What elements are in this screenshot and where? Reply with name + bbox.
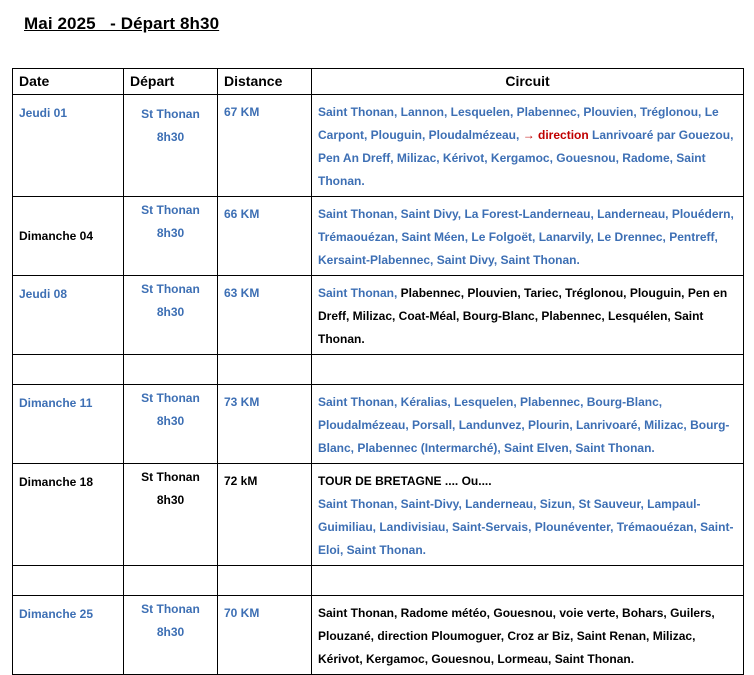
depart-place: St Thonan — [141, 282, 200, 296]
table-row — [13, 596, 744, 675]
header-row — [13, 69, 744, 95]
circuit-text-cont: Lanrivoaré par Gouezou, Pen An Dreff, Milizac, Kérivot, Kergamoc, Gouesnou, Radome, Saint Thonan. — [318, 128, 734, 188]
depart-cell — [124, 385, 218, 464]
distance-cell: 63 KM — [218, 276, 312, 355]
empty-cell — [218, 355, 312, 385]
depart-place: St Thonan — [141, 391, 200, 405]
header-date: Date — [13, 69, 124, 95]
schedule-table — [12, 68, 744, 675]
distance-cell: 67 KM — [218, 95, 312, 197]
table-row — [13, 464, 744, 566]
circuit-cell: Saint Thonan, Radome météo, Gouesnou, voie verte, Bohars, Guilers, Plouzané, direction Ploumoguer, Croz ar Biz, Saint Renan, Milizac, Kérivot, Kergamoc, Gouesnou, Lormeau, Saint Thonan. — [312, 596, 744, 675]
depart-time: 8h30 — [156, 493, 185, 507]
header-circuit: Circuit — [312, 69, 744, 95]
circuit-text: Saint Thonan, Lannon, Lesquelen, Plabennec, Plouvien, Tréglonou, Le Carpont, Plouguin, Ploudalmézeau, — [318, 105, 719, 142]
empty-cell — [312, 566, 744, 596]
date-cell: Jeudi 08 — [13, 276, 124, 355]
depart-cell — [124, 276, 218, 355]
table-row — [13, 276, 744, 355]
date-cell: Jeudi 01 — [13, 95, 124, 197]
circuit-text: Saint Thonan, — [318, 286, 398, 300]
circuit-cell: Saint Thonan, Saint Divy, La Forest-Landerneau, Landerneau, Plouédern, Trémaouézan, Saint Méen, Le Folgoët, Lanarvily, Le Drennec, Pentreff, Kersaint-Plabennec, Saint Divy, Saint Thonan. — [312, 197, 744, 276]
table-row — [13, 385, 744, 464]
table-row — [13, 197, 744, 276]
page-title: Mai 2025 - Départ 8h30 — [24, 14, 220, 33]
table-row — [13, 95, 744, 197]
empty-row — [13, 566, 744, 596]
depart-place: St Thonan — [141, 203, 200, 217]
empty-cell — [218, 566, 312, 596]
empty-cell — [124, 566, 218, 596]
empty-cell — [312, 355, 744, 385]
distance-cell: 66 KM — [218, 197, 312, 276]
empty-cell — [13, 566, 124, 596]
depart-cell — [124, 596, 218, 675]
direction-arrow-text: → direction — [522, 128, 589, 142]
depart-time: 8h30 — [156, 130, 185, 144]
date-cell: Dimanche 11 — [13, 385, 124, 464]
depart-place: St Thonan — [141, 107, 200, 121]
circuit-note: TOUR DE BRETAGNE .... Ou.... — [318, 474, 492, 488]
date-cell: Dimanche 04 — [13, 197, 124, 276]
distance-cell: 73 KM — [218, 385, 312, 464]
depart-time: 8h30 — [156, 226, 185, 240]
depart-cell — [124, 464, 218, 566]
depart-place: St Thonan — [141, 470, 200, 484]
depart-time: 8h30 — [156, 414, 185, 428]
depart-cell — [124, 95, 218, 197]
empty-cell — [13, 355, 124, 385]
distance-cell: 70 KM — [218, 596, 312, 675]
depart-time: 8h30 — [156, 305, 185, 319]
circuit-text-cont: Plabennec, Plouvien, Tariec, Tréglonou, Plouguin, Pen en Dreff, Milizac, Coat-Méal, Bourg-Blanc, Plabennec, Lesquélen, Saint Thonan. — [318, 286, 728, 346]
date-cell: Dimanche 25 — [13, 596, 124, 675]
circuit-text: Saint Thonan, Saint-Divy, Landerneau, Sizun, St Sauveur, Lampaul-Guimiliau, Landivisiau, Saint-Servais, Plounéventer, Trémaouézan, Saint-Eloi, Saint Thonan. — [318, 497, 734, 557]
header-distance: Distance — [218, 69, 312, 95]
circuit-cell — [312, 464, 744, 566]
distance-cell: 72 kM — [218, 464, 312, 566]
empty-cell — [124, 355, 218, 385]
circuit-cell: Saint Thonan, Kéralias, Lesquelen, Plabennec, Bourg-Blanc, Ploudalmézeau, Porsall, Landunvez, Plourin, Lanrivoaré, Milizac, Bourg-Blanc, Plabennec (Intermarché), Saint Elven, Saint Thonan. — [312, 385, 744, 464]
header-depart: Départ — [124, 69, 218, 95]
depart-place: St Thonan — [141, 602, 200, 616]
empty-row — [13, 355, 744, 385]
depart-cell — [124, 197, 218, 276]
date-cell: Dimanche 18 — [13, 464, 124, 566]
circuit-cell — [312, 95, 744, 197]
circuit-cell — [312, 276, 744, 355]
depart-time: 8h30 — [156, 625, 185, 639]
